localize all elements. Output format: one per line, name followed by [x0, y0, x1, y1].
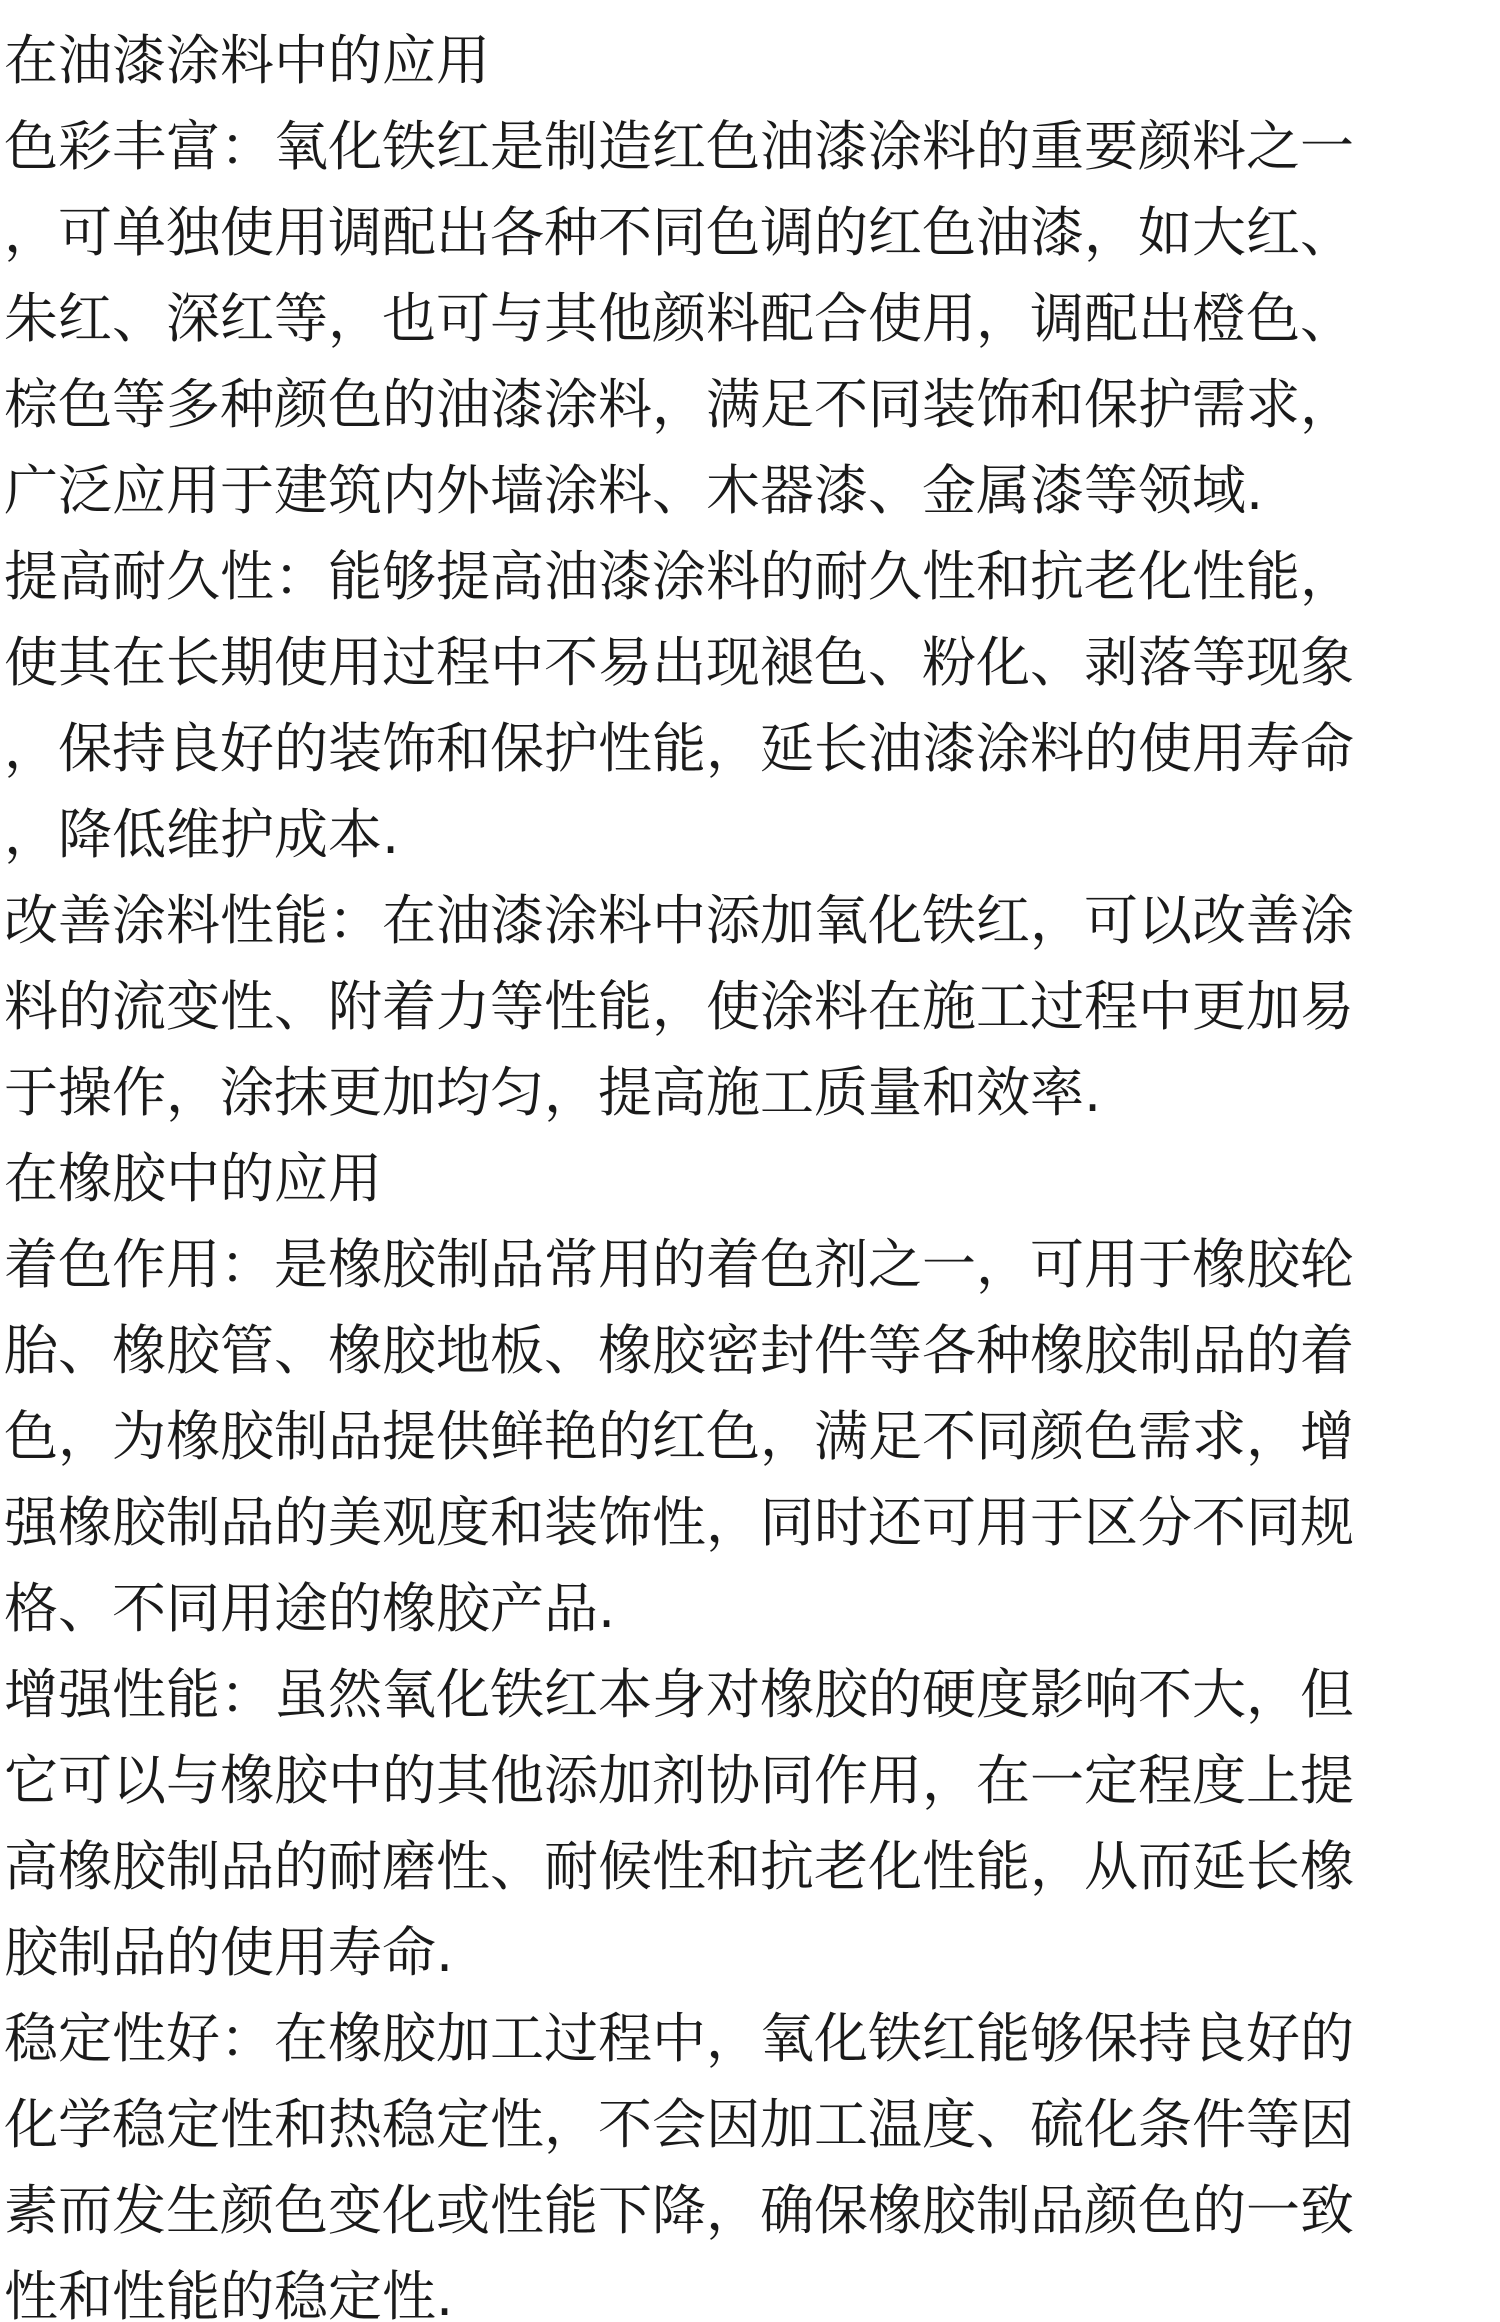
- text-line-clipped: 性和性能的稳定性.: [4, 2265, 454, 2322]
- text-line: 使其在长期使用过程中不易出现褪色、粉化、剥落等现象: [4, 631, 1354, 694]
- text-line: ，保持良好的装饰和保护性能，延长油漆涂料的使用寿命: [4, 717, 1354, 780]
- text-line: 胎、橡胶管、橡胶地板、橡胶密封件等各种橡胶制品的着: [4, 1319, 1354, 1382]
- text-line: 稳定性好：在橡胶加工过程中，氧化铁红能够保持良好的: [4, 2007, 1354, 2070]
- text-line: 化学稳定性和热稳定性，不会因加工温度、硫化条件等因: [4, 2093, 1354, 2156]
- document-body: [4, 18, 1444, 2322]
- text-line: 广泛应用于建筑内外墙涂料、木器漆、金属漆等领域.: [4, 459, 1264, 522]
- text-line: 色，为橡胶制品提供鲜艳的红色，满足不同颜色需求，增: [4, 1405, 1354, 1468]
- text-line: 高橡胶制品的耐磨性、耐候性和抗老化性能，从而延长橡: [4, 1835, 1354, 1898]
- text-line: 于操作，涂抹更加均匀，提高施工质量和效率.: [4, 1061, 1102, 1124]
- section-heading-paint: 在油漆涂料中的应用: [4, 29, 490, 92]
- section-heading-rubber: 在橡胶中的应用: [4, 1147, 382, 1210]
- text-line: 胶制品的使用寿命.: [4, 1921, 454, 1984]
- text-line: 朱红、深红等，也可与其他颜料配合使用，调配出橙色、: [4, 287, 1354, 350]
- text-line: ，降低维护成本.: [4, 803, 400, 866]
- text-line: 增强性能：虽然氧化铁红本身对橡胶的硬度影响不大，但: [4, 1663, 1354, 1726]
- text-line: 料的流变性、附着力等性能，使涂料在施工过程中更加易: [4, 975, 1354, 1038]
- text-line: 它可以与橡胶中的其他添加剂协同作用，在一定程度上提: [4, 1749, 1354, 1812]
- text-line: 强橡胶制品的美观度和装饰性，同时还可用于区分不同规: [4, 1491, 1354, 1554]
- text-line: 着色作用：是橡胶制品常用的着色剂之一，可用于橡胶轮: [4, 1233, 1354, 1296]
- text-line: 提高耐久性：能够提高油漆涂料的耐久性和抗老化性能，: [4, 545, 1354, 608]
- text-line: 棕色等多种颜色的油漆涂料，满足不同装饰和保护需求，: [4, 373, 1354, 436]
- text-line: 格、不同用途的橡胶产品.: [4, 1577, 616, 1640]
- text-line: ，可单独使用调配出各种不同色调的红色油漆，如大红、: [4, 201, 1354, 264]
- text-line: 改善涂料性能：在油漆涂料中添加氧化铁红，可以改善涂: [4, 889, 1354, 952]
- text-line: 色彩丰富：氧化铁红是制造红色油漆涂料的重要颜料之一: [4, 115, 1354, 178]
- text-line: 素而发生颜色变化或性能下降，确保橡胶制品颜色的一致: [4, 2179, 1354, 2242]
